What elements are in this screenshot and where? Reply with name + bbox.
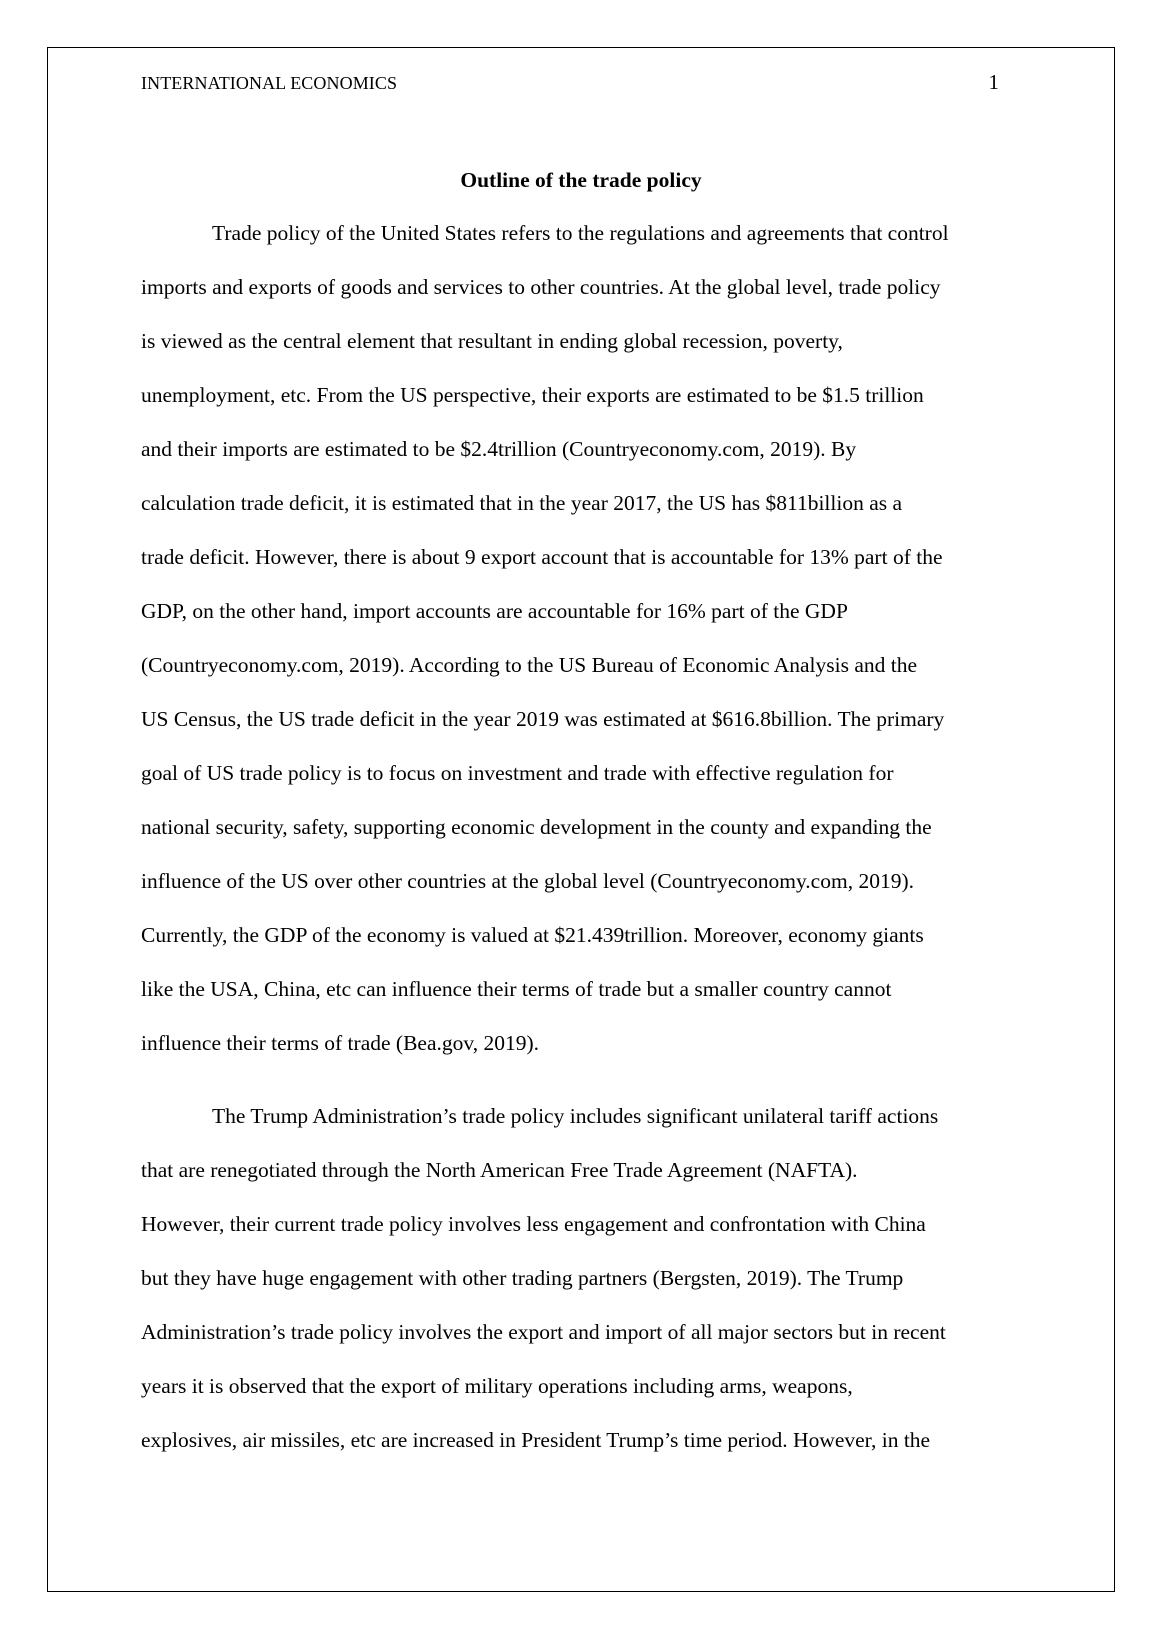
paragraph-line: Trade policy of the United States refers to the regulations and agreements that control [212,221,949,245]
page-number: 1 [988,70,999,94]
paragraph-line: trade deficit. However, there is about 9 export account that is accountable for 13% part of the [141,545,943,569]
paragraph-line: unemployment, etc. From the US perspective, their exports are estimated to be $1.5 trillion [141,383,924,407]
paragraph-line: like the USA, China, etc can influence their terms of trade but a smaller country cannot [141,977,892,1001]
paragraph-line: but they have huge engagement with other trading partners (Bergsten, 2019). The Trump [141,1266,904,1290]
paragraph-2 [141,1089,1021,1467]
paragraph-line: is viewed as the central element that resultant in ending global recession, poverty, [141,329,843,353]
page-header [141,70,999,100]
paragraph-line: influence their terms of trade (Bea.gov, 2019). [141,1031,540,1055]
paragraph-line: years it is observed that the export of military operations including arms, weapons, [141,1374,853,1398]
paragraph-line: influence of the US over other countries at the global level (Countryeconomy.com, 2019). [141,869,914,893]
paragraph-line: that are renegotiated through the North American Free Trade Agreement (NAFTA). [141,1158,858,1182]
paragraph-line: imports and exports of goods and services to other countries. At the global level, trade policy [141,275,941,299]
paragraph-line: Currently, the GDP of the economy is valued at $21.439trillion. Moreover, economy giants [141,923,924,947]
paragraph-line: calculation trade deficit, it is estimated that in the year 2017, the US has $811billion as a [141,491,903,515]
running-head: INTERNATIONAL ECONOMICS [141,73,398,93]
paragraph-line: and their imports are estimated to be $2.4trillion (Countryeconomy.com, 2019). By [141,437,857,461]
paragraph-line: The Trump Administration’s trade policy includes significant unilateral tariff actions [212,1104,939,1128]
paragraph-line: GDP, on the other hand, import accounts are accountable for 16% part of the GDP [141,599,848,623]
paragraph-line: US Census, the US trade deficit in the year 2019 was estimated at $616.8billion. The primary [141,707,945,731]
paragraph-line: However, their current trade policy involves less engagement and confrontation with China [141,1212,926,1236]
paragraph-line: Administration’s trade policy involves the export and import of all major sectors but in recent [141,1320,946,1344]
document-title: Outline of the trade policy [460,168,702,192]
paragraph-line: explosives, air missiles, etc are increased in President Trump’s time period. However, in the [141,1428,931,1452]
paragraph-line: goal of US trade policy is to focus on investment and trade with effective regulation for [141,761,894,785]
paragraph-line: national security, safety, supporting economic development in the county and expanding the [141,815,932,839]
paragraph-line: (Countryeconomy.com, 2019). According to the US Bureau of Economic Analysis and the [141,653,918,677]
paragraph-1 [141,206,1021,1070]
